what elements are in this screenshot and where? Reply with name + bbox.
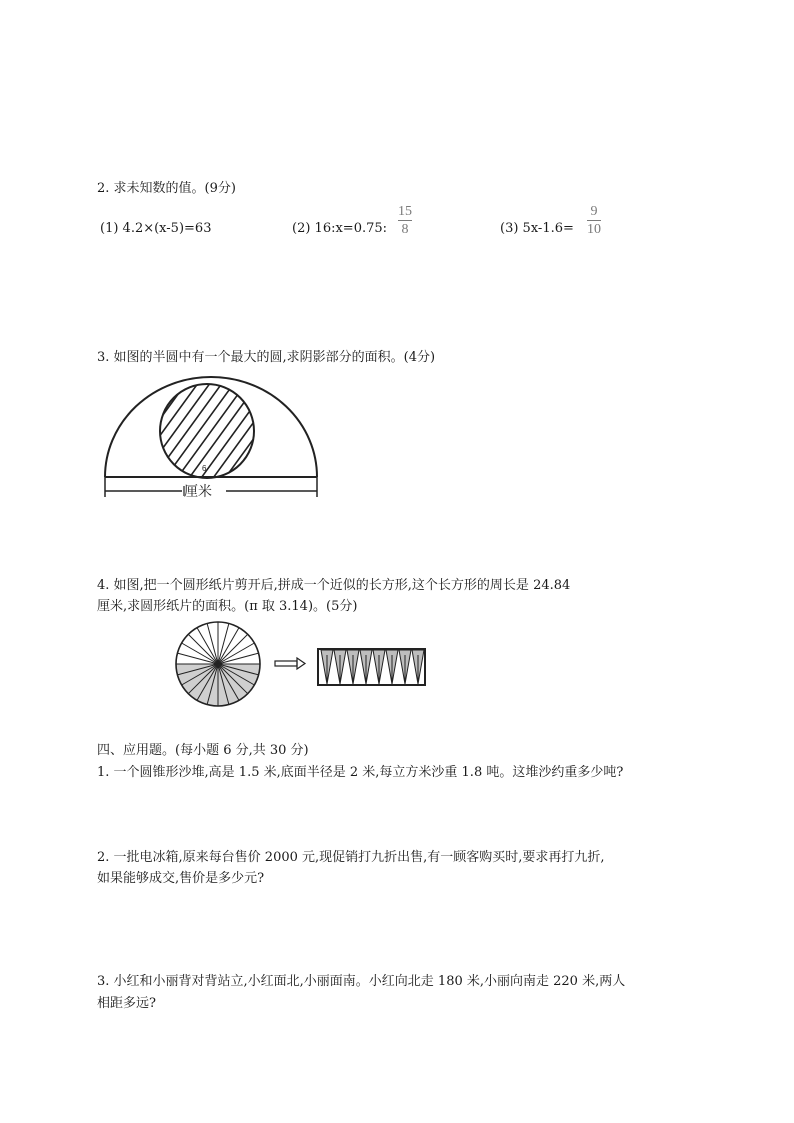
q4-line2: 厘米,求圆形纸片的面积。(π 取 3.14)。(5分) (97, 599, 358, 614)
fraction-numerator: 15 (398, 204, 412, 219)
section4-heading: 四、应用题。(每小题 6 分,共 30 分) (97, 743, 309, 758)
cut-circle (176, 622, 260, 706)
fraction-denominator: 10 (587, 222, 601, 237)
arrow-right-icon (275, 658, 305, 669)
q2-part3: (3) 5x-1.6= (500, 221, 574, 236)
fraction-denominator: 8 (401, 222, 409, 237)
q3-heading: 3. 如图的半圆中有一个最大的圆,求阴影部分的面积。(4分) (97, 350, 436, 365)
q2-part2-fraction (398, 205, 412, 237)
sec4-problem1: 1. 一个圆锥形沙堆,高是 1.5 米,底面半径是 2 米,每立方米沙重 1.8 吨。这堆沙约重多少吨? (97, 765, 624, 780)
circle-to-rectangle-figure (175, 621, 435, 711)
sec4-problem3-line2: 相距多远? (97, 996, 156, 1011)
semicircle-figure (96, 375, 326, 505)
q2-part3-fraction (587, 205, 601, 237)
small-label: 6 (202, 464, 207, 473)
sec4-problem2-line2: 如果能够成交,售价是多少元? (97, 871, 265, 886)
semicircle-arc (105, 377, 317, 477)
q2-heading: 2. 求未知数的值。(9分) (97, 181, 236, 196)
fraction-numerator: 9 (590, 204, 598, 219)
rearranged-rectangle (318, 649, 425, 685)
q4-line1: 4. 如图,把一个圆形纸片剪开后,拼成一个近似的长方形,这个长方形的周长是 24.84 (97, 578, 571, 593)
q2-part1: (1) 4.2×(x-5)=63 (100, 221, 212, 236)
dimension-label: 厘米 (184, 484, 212, 500)
q2-part2: (2) 16:x=0.75: (292, 221, 388, 236)
sec4-problem2-line1: 2. 一批电冰箱,原来每台售价 2000 元,现促销打九折出售,有一顾客购买时,要求再打九折, (97, 850, 605, 865)
sec4-problem3-line1: 3. 小红和小丽背对背站立,小红面北,小丽面南。小红向北走 180 米,小丽向南走 220 米,两人 (97, 974, 626, 989)
